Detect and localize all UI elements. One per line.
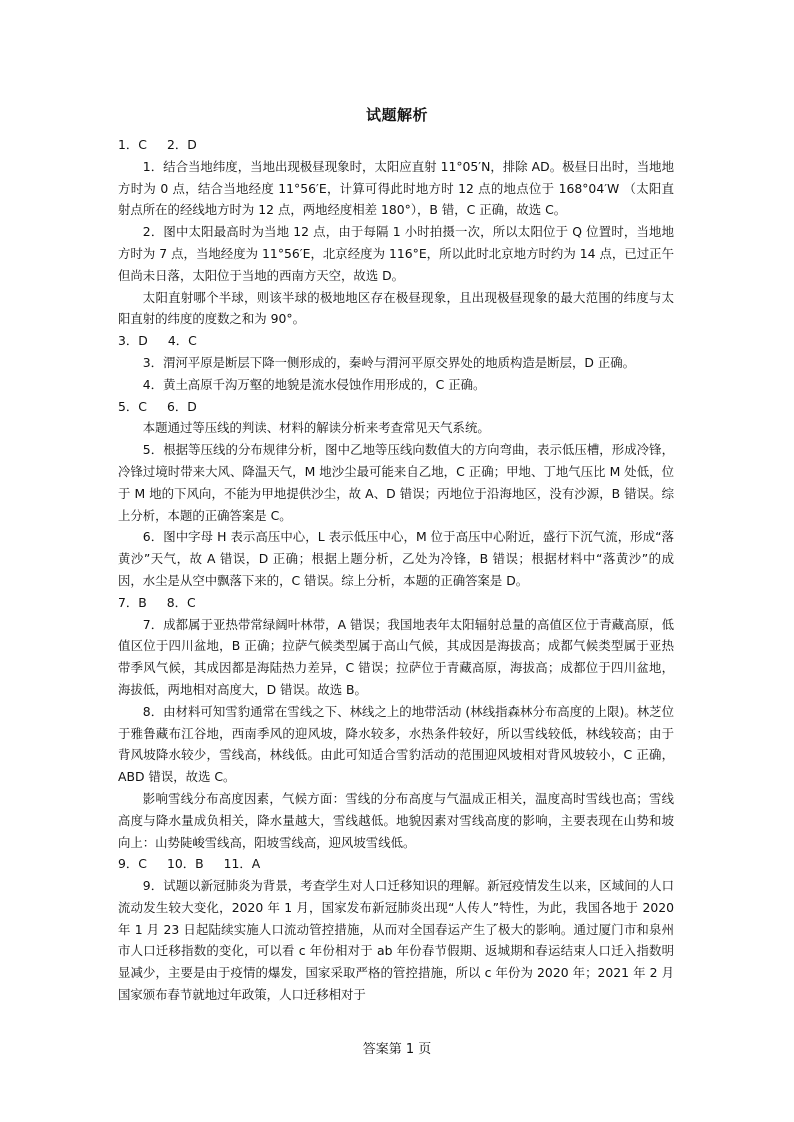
answer-key: 1．C (118, 137, 147, 152)
explanation-paragraph: 4．黄土高原千沟万壑的地貌是流水侵蚀作用形成的，C 正确。 (142, 376, 486, 392)
explanation-paragraph: 7．成都属于亚热带常绿阔叶林带，A 错误；我国地表年太阳辐射总量的高值区位于青藏高原，低值区位于四川盆地，B 正确；拉萨气候类型属于高山气候，其成因是海拔高；成都气候类型属于亚热带季风气候，其成因都是海陆热力差异，C 错误；拉萨位于青藏高原，海拔高；成都位于四川盆地，海拔低，两地相对高度大，D 错误。故选 B。 (118, 616, 674, 697)
explanation-paragraph: 6．图中字母 H 表示高压中心，L 表示低压中心，M 位于高压中心附近，盛行下沉气流，形成“落黄沙”天气，故 A 错误，D 正确；根据上题分析，乙处为冷锋，B 错误；根据材料中“落黄沙”的成因，水尘是从空中飘落下来的，C 错误。综上分析，本题的正确答案是 D。 (118, 529, 674, 588)
answer-key-line (118, 853, 674, 875)
answer-key: 4．C (167, 333, 197, 349)
explanation-content (118, 134, 674, 1006)
explanation-paragraph: 太阳直射哪个半球，则该半球的极地地区存在极昼现象，且出现极昼现象的最大范围的纬度与太阳直射的纬度的度数之和为 90°。 (118, 289, 674, 327)
answer-key: 5．C (118, 398, 147, 414)
answer-key: 2．D (166, 137, 197, 152)
explanation-paragraph: 影响雪线分布高度因素，气候方面：雪线的分布高度与气温成正相关，温度高时雪线也高；雪线高度与降水量成负相关，降水量越大，雪线越低。地貌因素对雪线高度的影响，主要表现在山势和坡向上：山势陡峻雪线高，阳坡雪线高，迎风坡雪线低。 (118, 790, 674, 850)
answer-key-line (118, 396, 674, 418)
explanation-paragraph: 本题通过等压线的判读、材料的解读分析来考查常见天气系统。 (142, 420, 490, 436)
explanation-paragraph: 1．结合当地纬度，当地出现极昼现象时，太阳应直射 11°05′N，排除 AD。极昼日出时，当地地方时为 0 点，结合当地经度 11°56′E，计算可得此时地方时 12 点的地点位于 168°04′W （太阳直射点所在的经线地方时为 12 点，两地经度相差 180°），B 错，C 正确，故选 C。 (118, 158, 674, 218)
explanation-paragraph: 8．由材料可知雪豹通常在雪线之下、林线之上的地带活动 (林线指森林分布高度的上限)。林芝位于雅鲁藏布江谷地，西南季风的迎风坡，降水较多，水热条件较好，所以雪线较低，林线较高；由于背风坡降水较少，雪线高，林线低。由此可知适合雪豹活动的范围迎风坡相对背风坡较小，C 正确，ABD 错误，故选 C。 (118, 703, 674, 785)
explanation-paragraph: 9．试题以新冠肺炎为背景，考查学生对人口迁移知识的理解。新冠疫情发生以来，区域间的人口流动发生较大变化，2020 年 1 月，国家发布新冠肺炎出现“人传人”特性，为此，我国各地于 2020 年 1 月 23 日起陆续实施人口流动管控措施，从而对全国春运产生了极大的影响。通过厦门市和泉州市人口迁移指数的变化，可以看 c 年份相对于 ab 年份春节假期、返城期和春运结束人口迁入指数明显减少，主要是由于疫情的爆发，国家采取严格的管控措施，所以 c 年份为 2020 年；2021 年 2 月国家颁布春节就地过年政策，人口迁移相对于 (118, 878, 674, 1003)
answer-key-line (118, 592, 674, 614)
page-footer: 答案第 1 页 (362, 1042, 432, 1057)
answer-key: 11．A (223, 856, 261, 872)
answer-key: 9．C (118, 856, 147, 872)
answer-key: 7．B (118, 594, 147, 610)
explanation-paragraph: 3．渭河平原是断层下降一侧形成的，秦岭与渭河平原交界处的地质构造是断层，D 正确。 (142, 354, 636, 370)
answer-key: 3．D (118, 333, 148, 349)
answer-key-line (118, 330, 674, 352)
page-title: 试题解析 (365, 106, 428, 124)
explanation-paragraph: 5．根据等压线的分布规律分析，图中乙地等压线向数值大的方向弯曲，表示低压槽，形成冷锋，冷锋过境时带来大风、降温天气，M 地沙尘最可能来自乙地，C 正确；甲地、丁地气压比 M 处低，位于 M 地的下风向，不能为甲地提供沙尘，故 A、D 错误；丙地位于沿海地区，没有沙源，B 错误。综上分析，本题的正确答案是 C。 (118, 442, 674, 523)
answer-key: 6．D (166, 398, 197, 414)
answer-key-line (118, 134, 674, 156)
answer-key: 10．B (166, 856, 204, 872)
answer-key: 8．C (166, 594, 196, 610)
explanation-paragraph: 2．图中太阳最高时为当地 12 点，由于每隔 1 小时拍摄一次，所以太阳位于 Q 位置时，当地地方时为 7 点，当地经度为 11°56′E，北京经度为 116°E，所以此时北京地方时约为 14 点，已过正午但尚未日落，太阳位于当地的西南方天空，故选 D。 (118, 224, 674, 283)
